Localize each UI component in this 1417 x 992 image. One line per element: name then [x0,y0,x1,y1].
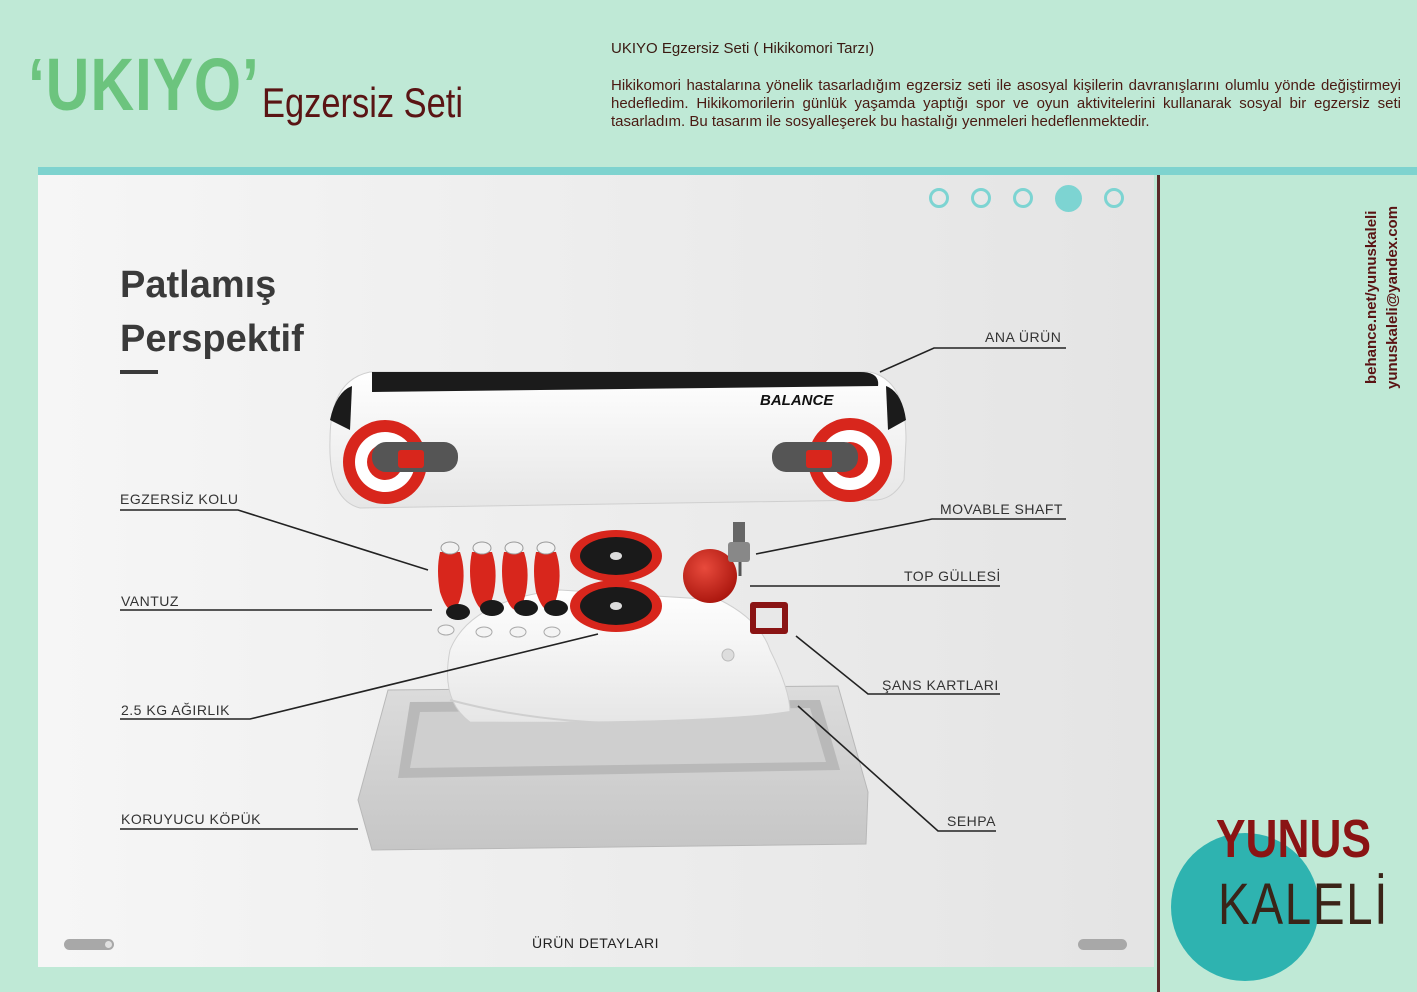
exercise-pins [438,542,560,610]
label-protective-foam: KORUYUCU KÖPÜK [121,811,262,827]
description-title: UKIYO Egzersiz Seti ( Hikikomori Tarzı) [611,40,875,57]
heading-line-2: Perspektif [120,318,304,360]
label-suction-cup: VANTUZ [121,593,179,609]
footer-caption: ÜRÜN DETAYLARI [532,935,660,951]
label-movable-shaft: MOVABLE SHAFT [940,501,1063,517]
logo-last-name: KALELİ [1218,872,1390,937]
weight-plates [570,530,662,632]
label-weight: 2.5 KG AĞIRLIK [121,702,230,718]
label-main-product: ANA ÜRÜN [985,329,1062,345]
label-cannon-ball: TOP GÜLLESİ [904,568,1001,584]
behance-link[interactable]: behance.net/yunuskaleli [1363,210,1380,384]
brand-subtitle: Egzersiz Seti [262,79,463,126]
logo-first-name: YUNUS [1216,809,1372,869]
label-stand: SEHPA [947,813,996,829]
next-slide-control[interactable] [1078,939,1127,950]
label-chance-cards: ŞANS KARTLARI [882,677,999,693]
brand-title: ‘UKIYO’ [28,43,260,126]
description-body: Hikikomori hastalarına yönelik tasarladığım egzersiz seti ile asosyal kişilerin davranışlarını olumlu yönde değiştirmeyi hedefledim. Hikikomorilerin günlük yaşamda yaptığı spor ve oyun aktivitelerini kullanarak sosyal bir egzersiz seti tasarladım. Bu tasarım ile sosyalleşerek bu hastalığı yenmeleri hedeflenmektedir. [611,77,1401,130]
balance-brand-text: BALANCE [760,392,834,409]
balance-board [330,372,906,508]
chance-cards [750,602,788,634]
heading-line-1: Patlamış [120,264,277,306]
prev-slide-control[interactable] [64,939,114,950]
label-exercise-arm: EGZERSİZ KOLU [120,491,239,507]
email-link[interactable]: yunuskaleli@yandex.com [1384,205,1401,389]
